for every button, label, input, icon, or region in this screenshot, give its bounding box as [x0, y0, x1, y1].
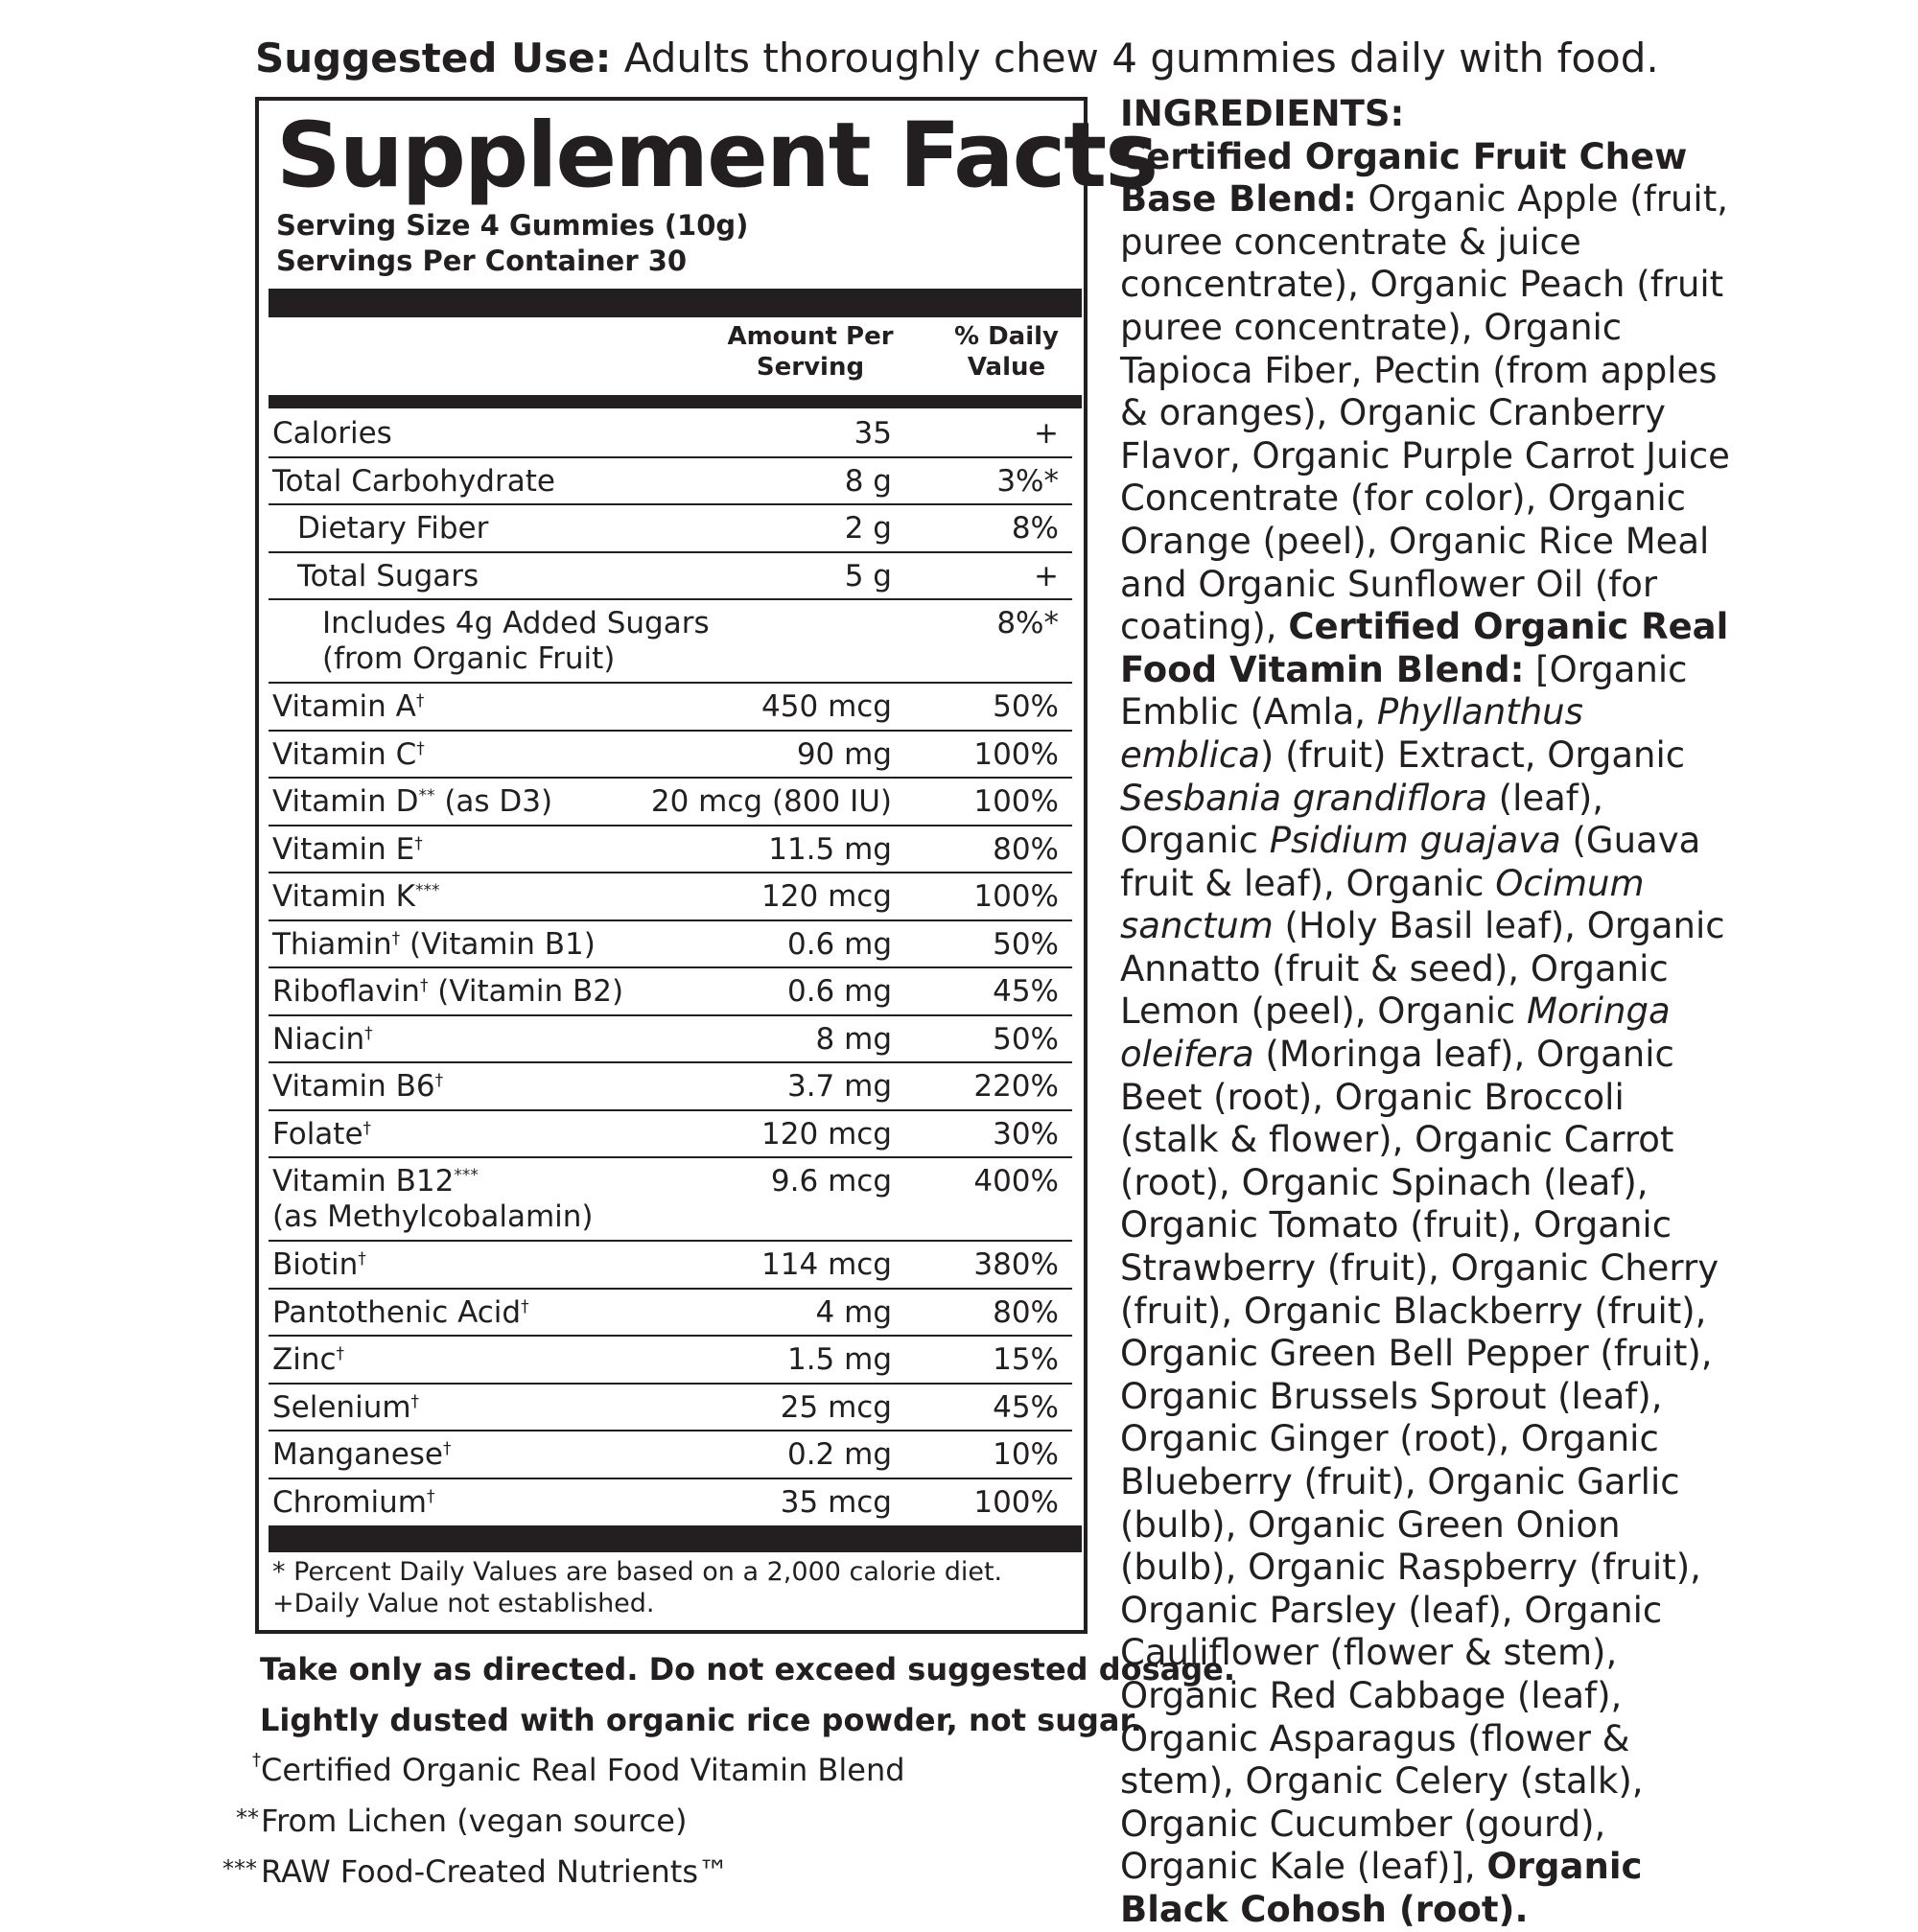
nutrient-label: Total Carbohydrate — [272, 463, 555, 499]
botanical-name: Ocimum sanctum — [1120, 862, 1645, 947]
ingredients-heading: Certified Organic Real Food Vitamin Blend: — [1120, 606, 1729, 690]
suggested-use — [255, 35, 1659, 81]
nutrient-daily-value: 80% — [993, 831, 1059, 867]
double-star-note — [236, 1803, 688, 1839]
nutrient-label: Chromium — [272, 1484, 427, 1520]
nutrient-label: Folate — [272, 1116, 363, 1152]
nutrient-daily-value: 50% — [993, 689, 1059, 724]
triple-star-mark: *** — [222, 1855, 257, 1882]
nutrient-amount: 8 mg — [815, 1021, 892, 1057]
nutrient-daily-value: 30% — [993, 1116, 1059, 1152]
triple-star-text: RAW Food-Created Nutrients™ — [261, 1853, 729, 1890]
nutrient-name — [272, 416, 392, 452]
thick-divider — [269, 289, 1082, 317]
nutrient-amount: 120 mcg — [761, 1116, 892, 1152]
nutrient-daily-value: 10% — [993, 1437, 1059, 1472]
ingredients-text: (Guava fruit & leaf), Organic — [1120, 820, 1701, 904]
nutrient-name — [272, 1390, 419, 1426]
footnote-marker: † — [358, 1249, 366, 1269]
botanical-name: Psidium guajava — [1269, 820, 1561, 862]
nutrient-daily-value: 220% — [973, 1069, 1059, 1104]
nutrient-daily-value: 3%* — [996, 463, 1059, 499]
nutrient-name — [272, 1117, 371, 1152]
suggested-use-label: Suggested Use: — [255, 35, 612, 81]
ingredients-list — [1120, 93, 1734, 1932]
nutrient-row — [269, 779, 1072, 826]
dusted-note: Lightly dusted with organic rice powder, not sugar. — [260, 1702, 1142, 1738]
ingredients-text: (Moringa leaf), Organic Beet (root), Organic Broccoli (stalk & flower), Organic Carrot (root), Organic Spinach (leaf), Organic Tomato (fruit), Organic Strawberry (fruit), Organic Cherry (fruit), Organic Blackberry (fruit), Organic Green Bell Pepper (fruit), Organic Brussels Sprout (leaf), Organic Ginger (root), Organic Blueberry (fruit), Organic Garlic (bulb), Organic Green Onion (bulb), Organic Raspberry (fruit), Organic Parsley (leaf), Organic Cauliflower (flower & stem), Organic Red Cabbage (leaf), Organic Asparagus (flower & stem), Organic Celery (stalk), Organic Cucumber (gourd), Organic Kale (leaf)], — [1120, 1034, 1719, 1888]
nutrient-row — [269, 826, 1072, 874]
ingredients-heading: INGREDIENTS: — [1120, 93, 1405, 134]
nutrient-name — [297, 511, 488, 547]
nutrient-daily-value: 45% — [993, 974, 1059, 1009]
nutrient-daily-value: + — [1034, 416, 1059, 451]
footnote-dv-not-established: +Daily Value not established. — [272, 1589, 655, 1618]
nutrient-amount: 0.6 mg — [786, 974, 892, 1009]
nutrient-name — [272, 1342, 344, 1378]
amount-per-serving-header — [705, 321, 916, 383]
nutrient-amount: 0.2 mg — [786, 1437, 892, 1472]
nutrient-form: (as D3) — [434, 784, 553, 819]
nutrient-daily-value: 45% — [993, 1389, 1059, 1425]
ingredients-text: Organic Apple (fruit, puree concentrate & juice concentrate), Organic Peach (fruit puree concentrate), Organic Tapioca Fiber, Pectin (from apples & oranges), Organic Cranberry Flavor, Organic Purple Carrot Juice Concentrate (for color), Organic Orange (peel), Organic Rice Meal and Organic Sunflower Oil (for coating), — [1120, 178, 1730, 648]
nutrient-row — [269, 968, 1072, 1016]
suggested-use-text: Adults thoroughly chew 4 gummies daily with food. — [611, 35, 1659, 81]
nutrient-amount: 120 mcg — [761, 879, 892, 914]
nutrient-daily-value: 50% — [993, 1021, 1059, 1057]
footnote-marker: † — [521, 1296, 529, 1316]
nutrient-amount: 11.5 mg — [768, 831, 892, 867]
double-star-text: From Lichen (vegan source) — [261, 1803, 688, 1839]
nutrient-row — [269, 1337, 1072, 1385]
ingredients-text: [Organic Emblic (Amla, — [1120, 648, 1688, 733]
nutrient-row — [269, 921, 1072, 969]
nutrient-row — [269, 684, 1072, 732]
nutrient-daily-value: 100% — [973, 1484, 1059, 1520]
nutrient-label: Niacin — [272, 1021, 365, 1057]
footnote-marker: † — [410, 1391, 420, 1411]
nutrient-amount: 114 mcg — [761, 1247, 892, 1282]
nutrient-amount: 25 mcg — [780, 1389, 892, 1425]
nutrient-label: Pantothenic Acid — [272, 1294, 522, 1330]
nutrient-daily-value: 8% — [1011, 511, 1059, 546]
footnote-marker: † — [419, 976, 429, 995]
nutrient-label-line2: (from Organic Fruit) — [322, 641, 616, 676]
footnote-marker: *** — [414, 881, 440, 900]
ingredients-text: (leaf), Organic — [1120, 777, 1604, 862]
nutrient-label: Vitamin C — [272, 736, 417, 772]
footnote-marker: † — [363, 1118, 372, 1138]
botanical-name: Sesbania grandiflora — [1120, 777, 1487, 819]
nutrient-label: Vitamin B12 — [272, 1164, 455, 1199]
nutrient-row — [269, 410, 1072, 458]
nutrient-label: Vitamin A — [272, 689, 416, 724]
nutrient-label: Vitamin D — [272, 784, 419, 819]
nutrient-label: Zinc — [272, 1342, 337, 1377]
medium-divider — [269, 395, 1082, 408]
nutrient-amount: 9.6 mcg — [770, 1164, 892, 1199]
nutrient-name — [272, 974, 623, 1010]
nutrient-label: Vitamin E — [272, 831, 415, 867]
nutrient-row — [269, 873, 1072, 921]
footnote-percent-dv: * Percent Daily Values are based on a 2,000 calorie diet. — [272, 1557, 1003, 1587]
nutrient-daily-value: 50% — [993, 926, 1059, 962]
amount-header-line2: Serving — [756, 353, 865, 382]
nutrient-daily-value: 8%* — [996, 606, 1059, 640]
triple-star-note — [222, 1853, 729, 1890]
nutrient-amount: 0.6 mg — [786, 926, 892, 962]
footnote-marker: † — [443, 1439, 452, 1458]
nutrient-row — [269, 1111, 1072, 1159]
nutrient-row — [269, 1242, 1072, 1290]
nutrient-row — [269, 1063, 1072, 1111]
nutrient-name — [272, 1437, 452, 1473]
dv-header-line2: Value — [967, 353, 1046, 382]
footnote-marker: † — [364, 1023, 373, 1043]
nutrient-row — [269, 553, 1072, 601]
facts-footnotes — [272, 1556, 1002, 1619]
nutrient-label: Total Sugars — [297, 558, 480, 594]
nutrient-daily-value: 100% — [973, 879, 1059, 914]
nutrient-label: Calories — [272, 416, 392, 451]
amount-header-line1: Amount Per — [727, 322, 894, 351]
nutrient-daily-value: 400% — [973, 1164, 1059, 1199]
nutrient-label: Manganese — [272, 1437, 444, 1472]
botanical-name: Moringa oleifera — [1120, 990, 1671, 1076]
nutrient-name — [272, 879, 439, 915]
footnote-marker: *** — [454, 1166, 479, 1185]
footnote-marker: † — [416, 738, 425, 758]
serving-info — [276, 208, 748, 279]
nutrient-label-line2: (as Methylcobalamin) — [272, 1199, 594, 1234]
daily-value-header — [942, 321, 1071, 383]
ingredients-heading: Certified Organic Fruit Chew Base Blend: — [1120, 135, 1688, 221]
nutrient-form: (Vitamin B1) — [400, 926, 596, 962]
footnote-marker: † — [415, 691, 425, 710]
nutrient-name — [272, 1247, 366, 1283]
dagger-note — [252, 1750, 905, 1788]
nutrient-row — [269, 1290, 1072, 1338]
nutrient-name — [272, 1164, 594, 1235]
double-star-mark: ** — [236, 1804, 259, 1831]
nutrient-name — [272, 737, 425, 773]
nutrient-form: (Vitamin B2) — [428, 974, 624, 1009]
thick-divider-bottom — [269, 1525, 1082, 1552]
nutrient-amount: 4 mg — [815, 1294, 892, 1330]
nutrient-daily-value: 15% — [993, 1342, 1059, 1377]
footnote-marker: ** — [418, 786, 435, 805]
servings-per-container: Servings Per Container 30 — [276, 244, 688, 277]
nutrient-row — [269, 1016, 1072, 1064]
nutrient-name — [272, 1069, 443, 1105]
nutrient-label: Thiamin — [272, 926, 392, 962]
nutrient-daily-value: + — [1034, 558, 1059, 594]
nutrient-row — [269, 732, 1072, 780]
nutrient-amount: 450 mcg — [761, 689, 892, 724]
nutrient-name — [272, 1485, 434, 1521]
nutrient-name — [272, 464, 555, 500]
nutrient-label: Biotin — [272, 1247, 359, 1282]
nutrient-label: Selenium — [272, 1389, 411, 1425]
nutrient-daily-value: 80% — [993, 1294, 1059, 1330]
dagger-text: Certified Organic Real Food Vitamin Blend — [261, 1752, 905, 1788]
nutrient-label: Vitamin K — [272, 879, 415, 914]
footnote-marker: † — [414, 833, 423, 853]
serving-size: Serving Size 4 Gummies (10g) — [276, 209, 749, 242]
nutrient-row — [269, 1385, 1072, 1432]
ingredients-text: (Holy Basil leaf), Organic Annatto (fruit & seed), Organic Lemon (peel), Organic — [1120, 905, 1725, 1033]
supplement-facts-panel — [255, 97, 1158, 1634]
dv-header-line1: % Daily — [953, 322, 1059, 351]
nutrient-name — [272, 927, 596, 963]
nutrient-row — [269, 458, 1072, 506]
nutrient-row — [269, 1158, 1072, 1242]
nutrient-amount: 35 mcg — [780, 1484, 892, 1520]
ingredients-heading: Organic Black Cohosh (root). — [1120, 1846, 1643, 1930]
facts-title: Supplement Facts — [276, 104, 1158, 208]
footnote-marker: † — [336, 1344, 345, 1363]
nutrient-label: Includes 4g Added Sugars — [322, 606, 710, 640]
nutrient-amount: 5 g — [844, 558, 892, 594]
directed-warning: Take only as directed. Do not exceed suggested dosage. — [260, 1651, 1235, 1688]
nutrient-amount: 1.5 mg — [786, 1342, 892, 1377]
nutrient-label: Riboflavin — [272, 974, 420, 1009]
footnote-marker: † — [391, 928, 401, 948]
nutrient-name — [272, 832, 423, 868]
nutrient-name — [272, 784, 552, 820]
nutrient-row — [269, 600, 1072, 684]
nutrient-amount: 35 — [854, 416, 892, 451]
nutrient-name — [272, 689, 424, 725]
nutrient-amount: 90 mg — [796, 736, 892, 772]
nutrient-daily-value: 100% — [973, 736, 1059, 772]
nutrient-label: Dietary Fiber — [297, 511, 489, 546]
footnote-marker: † — [426, 1486, 435, 1506]
nutrient-amount: 3.7 mg — [786, 1069, 892, 1104]
botanical-name: Phyllanthus emblica — [1120, 691, 1583, 776]
dagger-mark: † — [252, 1750, 261, 1770]
nutrient-name — [322, 606, 710, 677]
ingredients-text: ) (fruit) Extract, Organic — [1259, 733, 1686, 776]
nutrient-amount: 20 mcg (800 IU) — [650, 784, 892, 819]
nutrient-daily-value: 100% — [973, 784, 1059, 819]
nutrient-row — [269, 1432, 1072, 1479]
nutrient-row — [269, 1479, 1072, 1527]
nutrient-amount: 2 g — [844, 511, 892, 546]
footnote-marker: † — [434, 1071, 444, 1090]
nutrient-daily-value: 380% — [973, 1247, 1059, 1282]
nutrient-name — [272, 1022, 373, 1058]
nutrient-rows — [269, 410, 1072, 1526]
nutrient-amount: 8 g — [844, 463, 892, 499]
nutrient-row — [269, 505, 1072, 553]
nutrient-name — [297, 559, 479, 594]
nutrient-name — [272, 1295, 529, 1331]
nutrient-label: Vitamin B6 — [272, 1069, 435, 1104]
